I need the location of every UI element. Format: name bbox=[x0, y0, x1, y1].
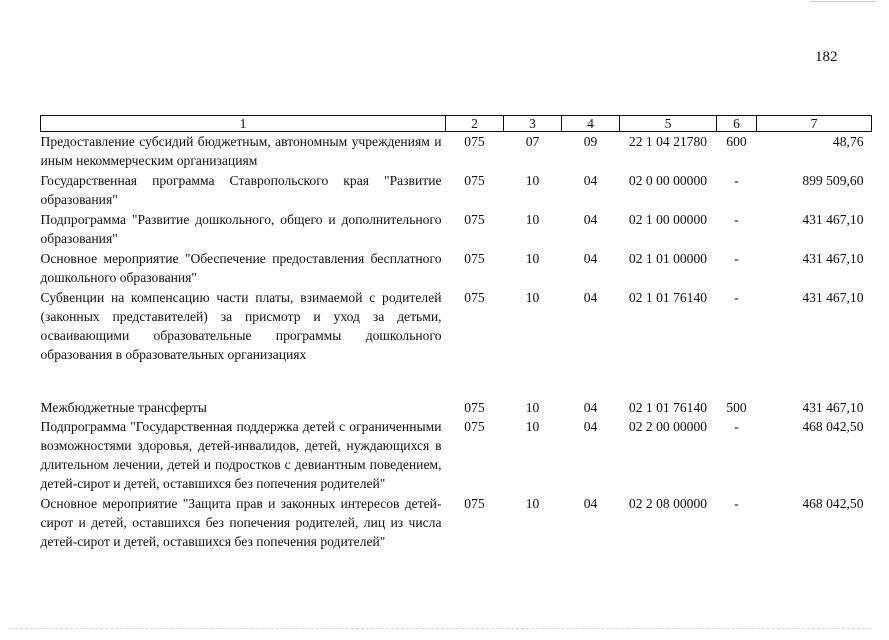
row-target-article: 02 0 00 00000 bbox=[628, 173, 708, 188]
row-amount: 899 509,60 bbox=[802, 173, 864, 188]
row-admin-code: 075 bbox=[464, 400, 485, 415]
row-target-article: 22 1 04 21780 bbox=[628, 134, 708, 149]
header-col-3: 3 bbox=[504, 116, 562, 132]
row-target-article: 02 2 00 00000 bbox=[628, 419, 708, 434]
row-expense-type: - bbox=[734, 251, 739, 266]
row-expense-type: - bbox=[734, 212, 739, 227]
row-amount: 431 467,10 bbox=[802, 400, 864, 415]
table-row bbox=[41, 249, 872, 288]
row-section: 10 bbox=[525, 290, 540, 305]
row-subsection: 04 bbox=[583, 419, 598, 434]
row-section: 10 bbox=[525, 173, 540, 188]
scan-edge-line bbox=[810, 1, 876, 2]
row-expense-type: 500 bbox=[726, 400, 747, 415]
row-expense-type: - bbox=[734, 173, 739, 188]
row-name: Субвенции на компенсацию части платы, взимаемой с родителей (законных представителей) за присмотр и уход за детьми, осваивающими образовательные программы дошкольного образования в образовательных организациях bbox=[40, 290, 442, 362]
header-col-6: 6 bbox=[717, 116, 757, 132]
header-col-7: 7 bbox=[757, 116, 872, 132]
table-row bbox=[41, 132, 872, 172]
row-admin-code: 075 bbox=[464, 419, 485, 434]
row-admin-code: 075 bbox=[464, 212, 485, 227]
row-expense-type: 600 bbox=[726, 134, 747, 149]
row-subsection: 04 bbox=[583, 173, 598, 188]
row-expense-type: - bbox=[734, 496, 739, 511]
row-amount: 468 042,50 bbox=[802, 419, 864, 434]
row-name: Основное мероприятие "Защита прав и законных интересов детей-сирот и детей, оставшихся без попечения родителей, лиц из числа детей-сирот и детей, оставшихся без попечения родителей" bbox=[40, 496, 442, 549]
budget-table bbox=[40, 115, 872, 551]
row-subsection: 09 bbox=[583, 134, 598, 149]
row-expense-type: - bbox=[734, 290, 739, 305]
row-section: 10 bbox=[525, 251, 540, 266]
row-admin-code: 075 bbox=[464, 173, 485, 188]
row-target-article: 02 2 08 00000 bbox=[628, 496, 708, 511]
row-amount: 431 467,10 bbox=[802, 290, 864, 305]
table-row bbox=[41, 288, 872, 365]
header-col-5: 5 bbox=[620, 116, 717, 132]
row-admin-code: 075 bbox=[464, 134, 485, 149]
row-amount: 431 467,10 bbox=[802, 212, 864, 227]
row-name: Основное мероприятие "Обеспечение предоставления бесплатного дошкольного образования" bbox=[40, 251, 442, 285]
row-subsection: 04 bbox=[583, 251, 598, 266]
row-admin-code: 075 bbox=[464, 251, 485, 266]
table-row bbox=[41, 417, 872, 494]
row-name: Государственная программа Ставропольского края "Развитие образования" bbox=[40, 173, 442, 207]
scan-bottom-edge bbox=[10, 628, 870, 629]
header-col-1: 1 bbox=[41, 116, 446, 132]
table-row bbox=[41, 171, 872, 210]
row-amount: 48,76 bbox=[832, 134, 864, 149]
row-amount: 468 042,50 bbox=[802, 496, 864, 511]
header-row bbox=[41, 116, 872, 132]
row-subsection: 04 bbox=[583, 496, 598, 511]
header-col-4: 4 bbox=[562, 116, 620, 132]
row-expense-type: - bbox=[734, 419, 739, 434]
row-admin-code: 075 bbox=[464, 496, 485, 511]
row-subsection: 04 bbox=[583, 400, 598, 415]
row-section: 10 bbox=[525, 400, 540, 415]
row-target-article: 02 1 01 76140 bbox=[628, 290, 708, 305]
row-section: 07 bbox=[525, 134, 540, 149]
row-subsection: 04 bbox=[583, 290, 598, 305]
row-name: Подпрограмма "Государственная поддержка детей с ограниченными возможностями здоровья, детей-инвалидов, детей, нуждающихся в длительном лечении, детей и подростков с девиантным поведением, детей-сирот и детей, оставшихся без попечения родителей" bbox=[40, 419, 442, 491]
row-section: 10 bbox=[525, 212, 540, 227]
table-row bbox=[41, 494, 872, 551]
spacer-cell bbox=[41, 365, 872, 398]
table-row bbox=[41, 398, 872, 417]
row-target-article: 02 1 00 00000 bbox=[628, 212, 708, 227]
header-col-2: 2 bbox=[446, 116, 504, 132]
row-subsection: 04 bbox=[583, 212, 598, 227]
row-section: 10 bbox=[525, 419, 540, 434]
row-spacer bbox=[41, 365, 872, 398]
row-name: Межбюджетные трансферты bbox=[40, 400, 207, 415]
row-section: 10 bbox=[525, 496, 540, 511]
row-target-article: 02 1 01 76140 bbox=[628, 400, 708, 415]
row-admin-code: 075 bbox=[464, 290, 485, 305]
row-name: Предоставление субсидий бюджетным, автономным учреждениям и иным некоммерческим организациям bbox=[40, 134, 442, 168]
row-amount: 431 467,10 bbox=[802, 251, 864, 266]
page-number: 182 bbox=[815, 49, 838, 65]
table-row bbox=[41, 210, 872, 249]
row-target-article: 02 1 01 00000 bbox=[628, 251, 708, 266]
row-name: Подпрограмма "Развитие дошкольного, общего и дополнительного образования" bbox=[40, 212, 442, 246]
